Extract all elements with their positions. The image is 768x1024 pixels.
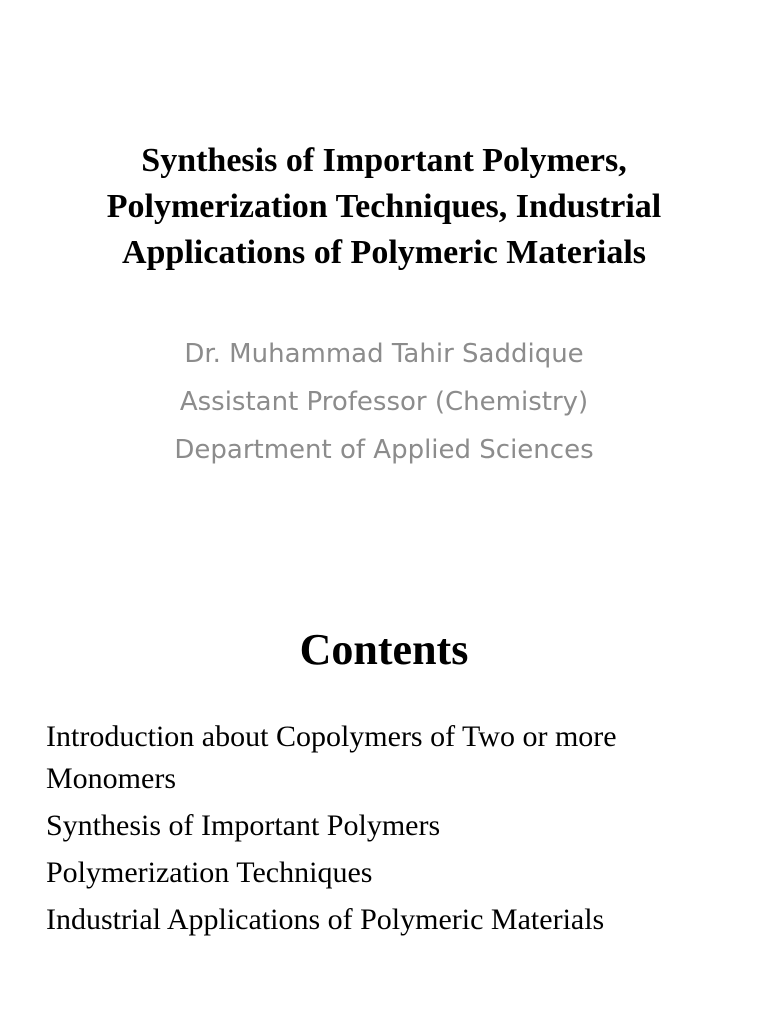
- author-department: Department of Applied Sciences: [174, 435, 594, 465]
- title-line: Polymerization Techniques, Industrial: [106, 188, 662, 225]
- presentation-title: [40, 138, 728, 276]
- contents-slide: [0, 560, 768, 1024]
- title-line: Applications of Polymeric Materials: [121, 234, 647, 271]
- contents-list: [46, 716, 736, 946]
- contents-item: Polymerization Techniques: [46, 856, 373, 889]
- contents-item: Introduction about Copolymers of Two or more Monomers: [46, 720, 617, 795]
- author-block: [40, 330, 728, 474]
- contents-item: Synthesis of Important Polymers: [46, 809, 441, 842]
- title-line: Synthesis of Important Polymers,: [141, 142, 627, 179]
- author-position: Assistant Professor (Chemistry): [179, 387, 589, 417]
- contents-heading: Contents: [299, 625, 469, 674]
- author-name: Dr. Muhammad Tahir Saddique: [184, 339, 584, 369]
- contents-item: Industrial Applications of Polymeric Materials: [46, 903, 605, 936]
